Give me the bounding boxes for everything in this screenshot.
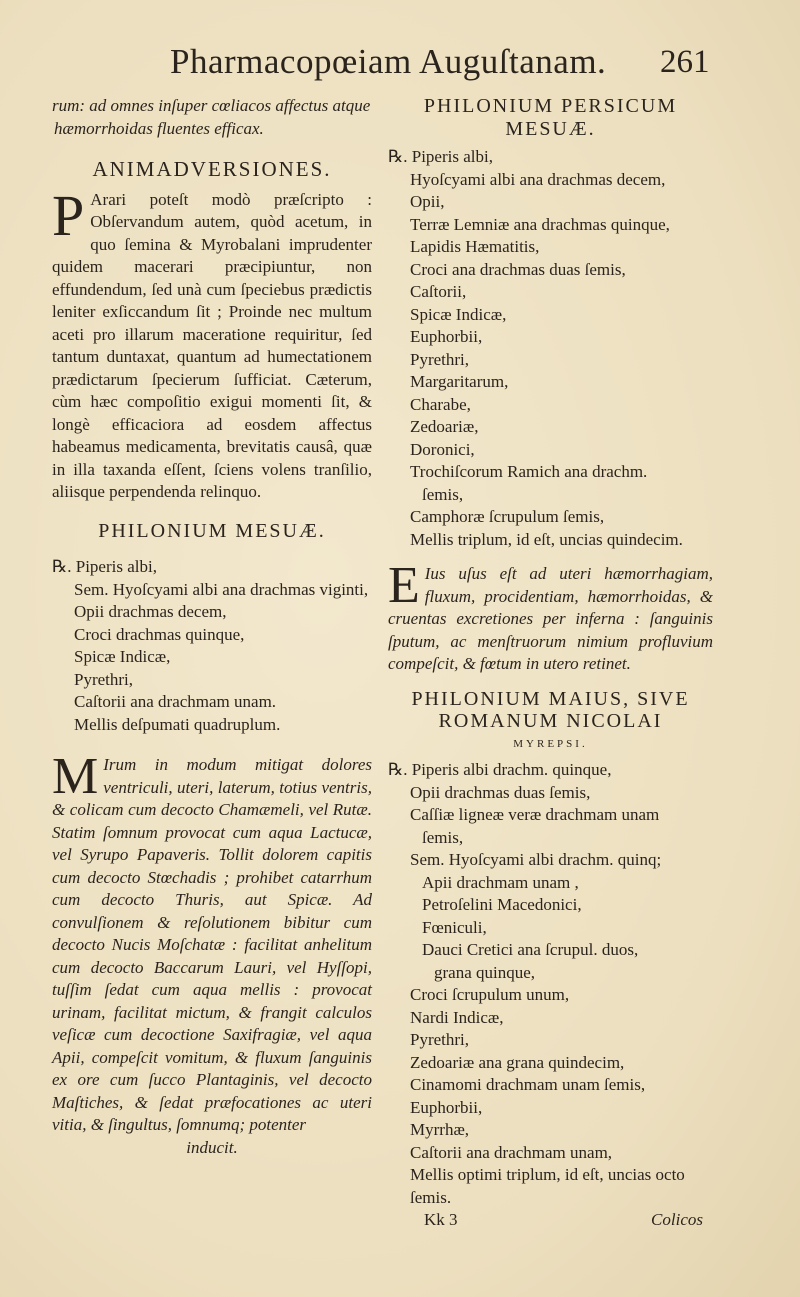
right-column — [388, 95, 713, 1232]
recipe-line: Camphoræ ſcrupulum ſemis, — [410, 507, 605, 526]
recipe-line: Cinamomi drachmam unam ſemis, — [410, 1075, 646, 1094]
recipe-line: Caſtorii, — [410, 282, 467, 301]
maius-heading-author: MYREPSI. — [513, 737, 588, 750]
persicum-usage-paragraph — [388, 557, 713, 676]
animadversiones-heading: ANIMADVERSIONES. — [92, 157, 332, 181]
recipe-line: Zedoariæ ana grana quindecim, — [410, 1052, 625, 1072]
recipe-line: Myrrhæ, — [410, 1120, 470, 1139]
recipe-line: Apii drachmam unam , — [422, 872, 579, 892]
recipe-line: Caſtorii ana drachmam unam. — [74, 692, 277, 711]
drop-cap: P — [52, 182, 85, 248]
intro-line: hæmorrhoidas fluentes efficax. — [54, 118, 264, 138]
running-title: Pharmacopœiam Auguſtanam. — [170, 42, 607, 81]
recipe-line: Croci ana drachmas duas ſemis, — [410, 259, 626, 279]
recipe-line: Doronici, — [410, 439, 475, 459]
recipe-line: Hyoſcyami albi ana drachmas decem, — [410, 169, 666, 189]
recipe-line: Margaritarum, — [410, 372, 509, 391]
usage-text: Irum in modum mitigat dolores ventriculi, uteri, laterum, totius ventris, & colicam cum decocto Chamæmeli, vel Rutæ. Statim ſomnum provocat cum aqua Lactucæ, vel Syrupo Papaveris. Tollit dolorem capitis cum decocto Stœchadis ; prohibet catarrhum cum decocto Thuris, aut Spicæ. Ad convulſionem & reſolutionem bibitur cum decocto Nucis Moſchatæ : facilitat anhelitum cum decocto Baccarum Lauri, vel Hyſſopi, tuſſim ſedat cum aqua mellis : provocat urinam, facilitat mictum, & frangit calculos veſicæ cum decoctione Saxifragiæ, vel aqua Apii, compeſcit vomitum, & fluxum ſanguinis ex ore cum ſucco Plantaginis, vel decocto Maſtiches, & ſedat præfocationes ac uteri vitia, & ſingultus, ſomnumq; potenter — [52, 755, 372, 1134]
recipe-line: Croci drachmas quinque, — [74, 624, 245, 644]
usage-paragraph — [52, 748, 372, 1137]
recipe-line: Terræ Lemniæ ana drachmas quinque, — [410, 214, 670, 234]
recipe-line: Petroſelini Macedonici, — [422, 895, 582, 914]
maius-heading: ROMANUM NICOLAI — [438, 710, 663, 732]
recipe-line: Spicæ Indicæ, — [410, 304, 507, 324]
recipe-line: Euphorbii, — [410, 327, 483, 346]
recipe-line: Dauci Cretici ana ſcrupul. duos, — [422, 940, 639, 959]
recipe-line: ℞. Piperis albi, — [388, 147, 493, 166]
recipe-line: Mellis deſpumati quadruplum. — [74, 714, 281, 734]
page-number: 261 — [660, 44, 710, 80]
recipe-line: Mellis optimi triplum, id eſt, uncias octo ſemis. — [410, 1165, 685, 1207]
usage-end: inducit. — [186, 1137, 238, 1157]
recipe-line: Sem. Hyoſcyami albi drachm. quinq; — [410, 850, 662, 869]
recipe-line: Caſſiæ ligneæ veræ drachmam unam — [410, 805, 660, 824]
recipe-line: Charabe, — [410, 394, 471, 414]
recipe-line: grana quinque, — [434, 962, 536, 982]
persicum-heading: PHILONIUM PERSICUM — [423, 95, 678, 117]
recipe-line: Caſtorii ana drachmam unam, — [410, 1142, 613, 1162]
recipe-line: Opii drachmas decem, — [74, 602, 227, 621]
catchword: Colicos — [651, 1210, 703, 1229]
recipe-line: Sem. Hyoſcyami albi ana drachmas viginti, — [74, 579, 369, 599]
page-footer — [388, 1209, 713, 1232]
signature-mark: Kk 3 — [424, 1210, 458, 1229]
recipe-list — [388, 146, 713, 551]
drop-cap: M — [52, 748, 99, 805]
persicum-usage-text: Ius uſus eſt ad uteri hæmorrhagiam, fluxum, procidentiam, hæmorrhoidas, & cruentas excretiones per inferna : ſanguinis ſputum, ac menſtruorum nimium profluvium compeſcit, & fœtum in utero retinet. — [388, 564, 713, 673]
recipe-line: Opii drachmas duas ſemis, — [410, 782, 591, 802]
recipe-line: Spicæ Indicæ, — [74, 647, 171, 666]
persicum-heading: MESUÆ. — [505, 117, 596, 140]
recipe-line: Lapidis Hæmatitis, — [410, 237, 540, 256]
recipe-list — [388, 759, 713, 1209]
animadversiones-paragraph — [52, 182, 372, 504]
recipe-list — [52, 556, 372, 736]
recipe-line: ſemis, — [422, 484, 464, 504]
recipe-line: Croci ſcrupulum unum, — [410, 985, 570, 1004]
drop-cap: E — [388, 557, 420, 614]
recipe-line: Pyrethri, — [74, 669, 134, 689]
recipe-line: ℞. Piperis albi drachm. quinque, — [388, 760, 612, 779]
recipe-line: ſemis, — [422, 827, 464, 847]
intro-line: rum: ad omnes inſuper cœliacos affectus atque — [52, 96, 371, 115]
recipe-line: Euphorbii, — [410, 1097, 483, 1117]
animadversiones-text: Arari poteſt modò præſcripto : Obſervandum autem, quòd acetum, in quo ſemina & Myrobalani imprudenter quidem macerari præcipiuntur, non effundendum, ſed unà cum ſpeciebus prædictis leniter exſiccandum ſit ; Proinde nec multum aceti pro illarum maceratione requiritur, ſed tantum duntaxat, quantum ad humectationem prædictarum ſpecierum ſufficiat. Cæterum, cùm hæc compoſitio exigui momenti ſit, & longè efficaciora ad eosdem affectus habeamus medicamenta, brevitatis causâ, quæ in illa taxanda eſſent, ſciens volens tranſilio, aliisque perpendenda relinquo. — [52, 189, 372, 501]
maius-heading: PHILONIUM MAIUS, SIVE — [411, 687, 690, 710]
recipe-line: Pyrethri, — [410, 1030, 470, 1049]
recipe-line: Opii, — [410, 192, 445, 211]
recipe-line: Trochiſcorum Ramich ana drachm. — [410, 462, 648, 481]
recipe-line: ℞. Piperis albi, — [52, 557, 157, 576]
recipe-line: Mellis triplum, id eſt, uncias quindecim. — [410, 529, 683, 549]
left-column — [52, 95, 372, 1159]
recipe-line: Pyrethri, — [410, 349, 470, 369]
philonium-mesuae-heading: PHILONIUM MESUÆ. — [98, 519, 326, 542]
recipe-line: Zedoariæ, — [410, 417, 479, 436]
recipe-line: Fœniculi, — [422, 917, 487, 937]
recipe-line: Nardi Indicæ, — [410, 1007, 504, 1027]
